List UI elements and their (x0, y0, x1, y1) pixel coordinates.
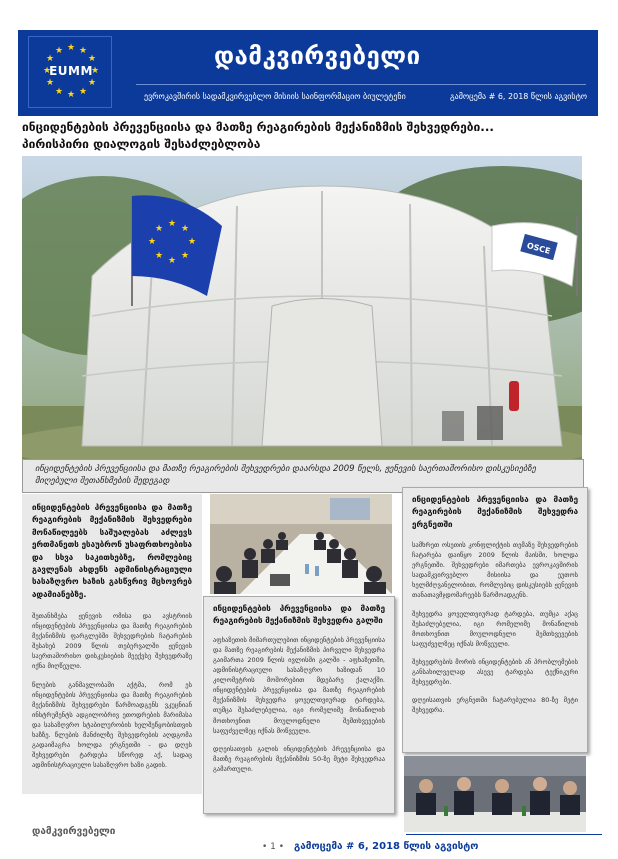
newsletter-subtitle: ევროკავშირის სადამკვირვებლო მისიის საინფორმაციო ბიულეტენი (144, 92, 406, 101)
eumm-logo (28, 36, 112, 108)
svg-text:★: ★ (180, 251, 190, 261)
masthead-divider (136, 84, 586, 85)
svg-text:★: ★ (187, 237, 197, 247)
svg-text:★: ★ (154, 224, 164, 234)
svg-text:★: ★ (78, 46, 88, 56)
meeting-illustration (210, 494, 392, 594)
logo-text: EUMM (49, 64, 93, 78)
article-subhead: პირისპირი დიალოგის შესაძლებლობა (22, 137, 261, 151)
page-number: • 1 • (262, 842, 285, 852)
svg-text:★: ★ (45, 78, 55, 88)
footer-issue-label: გამოცემა # 6, 2018 წლის აგვისტო (294, 841, 479, 852)
ergneti-article-paragraph: დღეისათვის ერგნეთში ჩატარებულია 80-ზე მეტი შეხვედრა. (412, 695, 578, 715)
tent-illustration (22, 156, 582, 461)
ergneti-article-paragraph: სამხრეთ ოსეთის კონფლიქტის თემაზე შეხვედრების ჩატარება დაიწყო 2009 წლის მაისში, ხოლდა ერგნეთში. შეხვედრები იმართება ევროკავშირის სადამკვირვებლო მისიისა და ეუთოს ხელმძღვანელობით, რომლებიც დისკუსიებს ჟენევის თანათავმჯდომარეებს წარმოადგენს. (412, 541, 578, 600)
svg-text:★: ★ (87, 54, 97, 64)
ergneti-article-paragraph: შეხვედრების მორის ინციდენტების ან პრობლემების განსახილველად ასევე ტარდება ტექნიკური შეხვედრები. (412, 657, 578, 686)
issue-label: გამოცემა # 6, 2018 წლის აგვისტო (450, 92, 588, 101)
newsletter-title: დამკვირვებელი (214, 42, 421, 70)
officials-photo (404, 756, 586, 832)
svg-text:★: ★ (66, 43, 76, 53)
svg-text:★: ★ (87, 78, 97, 88)
left-column-paragraph: წლების განმავლობაში აქტმა, რომ ეს ინციდენტების პრევენციისა და მათზე რეაგირების მექანიზმის შეხვედრები წარმოადგენს ვკუცნიან ინსტრუმენტს ადგილობრივ ეთოდრების მარიმასა და სასაზღვრო სტაბილურობის ხელშეწყობისთვის ხაზზე. წლების მანძილზე შეხვედრების აღდგომა გადაიმაგრა ხოლდა ერგნეთში - და დღეს შეხვედრები ტარდება სწორედ აქ, სადაც ადმინისტრაციული სასაზღვრო ხაზი გადის. (32, 680, 192, 769)
gali-article-paragraph: დღეისათვის გალის ინციდენტების პრევენციისა და მათზე რეაგირების მექანიზმის 50-ზე მეტი შეხვედრაა გამართული. (213, 744, 385, 773)
gali-article-heading: ინციდენტების პრევენციისა და მათზე რეაგირების მექანიზმის შეხვედრა გალში (213, 604, 385, 625)
ergneti-article-paragraph: შეხვედრა ყოველთვიურად ტარდება, თუმცა აქაც შესაძლებელია, იგი რომელიმე მონაწილის მოთხოვნით მოულოდნელი შემთხვევების საფუძველზეც იქნას მოწვეული. (412, 609, 578, 648)
svg-text:★: ★ (66, 90, 76, 100)
svg-text:★: ★ (180, 224, 190, 234)
ergneti-article-box (402, 487, 588, 753)
svg-text:★: ★ (54, 46, 64, 56)
gali-article-box (203, 596, 395, 814)
svg-text:★: ★ (90, 66, 100, 76)
svg-text:★: ★ (167, 256, 177, 266)
hero-photo-tent (22, 156, 582, 461)
left-column-lead: ინციდენტების პრევენციისა და მათზე რეაგირების მექანიზმის შეხვედრები მონაწილეებს საშუალებას აძლევს ერთმანეთს ესაუბრონ უსაფრთხოებისა და სხვა საკითხებზე, რომლებიც გავლენას ახდენს ადმინისტრაციული სასაზღვრო ხაზის გასწვრივ მცხოვრებ ადამიანებზე. (32, 503, 192, 599)
ergneti-article-heading: ინციდენტების პრევენციისა და მათზე რეაგირების მექანიზმის შეხვედრა ერგნეთში (412, 495, 578, 529)
footer-newsletter-name: დამკვირვებელი (32, 826, 116, 837)
article-headline: ინციდენტების პრევენციისა და მათზე რეაგირების მექანიზმის შეხვედრები... (22, 120, 494, 134)
svg-text:★: ★ (154, 251, 164, 261)
left-column-paragraph: შეთანხმება ჟენევის ომისა და ავსტრიის ინციდენტების პრევენციისა და მათზე რეაგირების მექანიზმის ფარგლებში შეხვედრების ჩატარების შესახებ 2009 წლის თებერვალში ჟენევის საერთაშორისო დისკუსიების მეექვსე შეხვედრაზე იქნა მიღწეული. (32, 612, 192, 671)
svg-text:★: ★ (147, 237, 157, 247)
footer-divider (406, 834, 602, 835)
officials-illustration (404, 756, 586, 832)
masthead (18, 30, 598, 116)
meeting-photo (210, 494, 392, 594)
svg-text:★: ★ (167, 219, 177, 229)
svg-text:OSCE: OSCE (525, 241, 552, 256)
svg-text:★: ★ (45, 54, 55, 64)
svg-text:★: ★ (54, 87, 64, 97)
left-column (22, 494, 202, 794)
gali-article-paragraph: აფხაზეთის მიმართულებით ინციდენტების პრევენციისა და მათზე რეაგირების მექანიზმის პირველი შეხვედრა გაიმართა 2009 წლის ივლისში გალში - აფხაზეთში, ადმინისტრაციული სასაზღვრო ხაზიდან 10 კილომეტრის მოშორებით მდებარე ქალაქში. ინციდენტების პრევენციისა და მათზე რეაგირების მექანიზმის შეხვედრა ყოველთვიურად ტარდება, თუმცა შესაძლებელია, იგი რომელიმე მონაწილის მოთხოვნით მოულოდნელი შემთხვევების საფუძველზეც იქნას მოწვეული. (213, 636, 385, 735)
svg-text:★: ★ (78, 87, 88, 97)
hero-caption: ინციდენტების პრევენციისა და მათზე რეაგირების შეხვედრები დაარსდა 2009 წელს, ჟენევის საერთაშორისო დისკუსიებზე მიღებული შეთანხმების შედეგად (22, 459, 584, 493)
svg-text:★: ★ (42, 66, 52, 76)
